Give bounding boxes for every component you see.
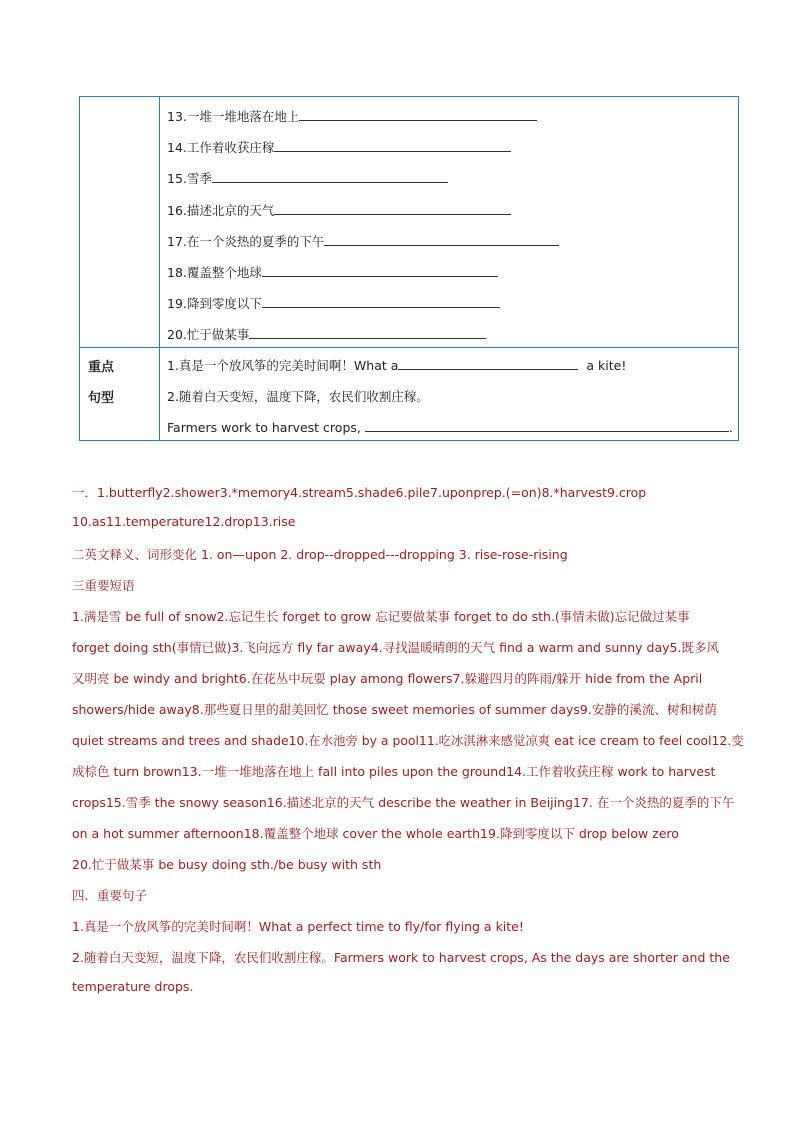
answer-blank[interactable]	[262, 263, 498, 277]
phrase-13: 13.一堆一堆地落在地上	[167, 107, 537, 125]
section-heading: 三重要短语	[72, 578, 135, 593]
answers-line: 一．1.butterfly2.shower3.*memory4.stream5.shade6.pile7.uponprep.(=on)8.*harvest9.crop	[72, 485, 647, 500]
answers-line: 二英文释义、词形变化 1. on—upon 2. drop--dropped---dropping 3. rise-rose-rising	[72, 547, 568, 562]
answers-line: quiet streams and trees and shade10.在水池旁 by a pool11.吃冰淇淋来感觉凉爽 eat ice cream to feel cool12.变	[72, 733, 744, 748]
section-heading: 四．重要句子	[72, 888, 148, 903]
answers-line: 又明亮 be windy and bright6.在花丛中玩耍 play among flowers7.躲避四月的阵雨/躲开 hide from the April	[72, 671, 703, 686]
phrase-18: 18.覆盖整个地球	[167, 263, 498, 281]
key-sentence-1: 1.真是一个放风筝的完美时间啊！What a a kite!	[167, 358, 627, 373]
phrase-14: 14.工作着收获庄稼	[167, 138, 511, 156]
answers-line: 20.忙于做某事 be busy doing sth./be busy with sth	[72, 857, 382, 872]
key-label-1: 重点	[88, 360, 115, 375]
answers-line: 1.满是雪 be full of snow2.忘记生长 forget to grow 忘记要做某事 forget to do sth.(事情未做)忘记做过某事	[72, 609, 690, 624]
key-sentence-2-english: Farmers work to harvest crops, .	[167, 420, 733, 435]
answer-blank[interactable]	[299, 107, 537, 121]
key-label-2: 句型	[88, 391, 115, 406]
phrase-16: 16.描述北京的天气	[167, 201, 511, 219]
answer-blank[interactable]	[262, 294, 500, 308]
answers-line: 10.as11.temperature12.drop13.rise	[72, 514, 296, 529]
answer-blank[interactable]	[274, 138, 511, 152]
answer-blank[interactable]	[249, 325, 486, 339]
answers-line: temperature drops.	[72, 979, 194, 994]
phrase-17: 17.在一个炎热的夏季的下午	[167, 232, 559, 250]
phrase-20: 20.忙于做某事	[167, 325, 486, 343]
key-sentence-2: 2.随着白天变短，温度下降，农民们收割庄稼。	[167, 389, 429, 404]
answers-line: on a hot summer afternoon18.覆盖整个地球 cover the whole earth19.降到零度以下 drop below zero	[72, 826, 679, 841]
phrase-15: 15.雪季	[167, 169, 448, 187]
answer-blank[interactable]	[365, 418, 729, 432]
answer-blank[interactable]	[274, 201, 511, 215]
answers-line: forget doing sth(事情已做)3.飞向远方 fly far away4.寻找温暖晴朗的天气 find a warm and sunny day5.既多风	[72, 640, 719, 655]
worksheet-table	[79, 96, 739, 441]
answer-blank[interactable]	[398, 356, 578, 370]
row-divider	[80, 347, 738, 348]
answers-line: 2.随着白天变短，温度下降，农民们收割庄稼。Farmers work to harvest crops, As the days are shorter and the	[72, 950, 730, 965]
column-divider	[159, 97, 160, 440]
answer-blank[interactable]	[324, 232, 559, 246]
answers-line: 成棕色 turn brown13.一堆一堆地落在地上 fall into piles upon the ground14.工作着收获庄稼 work to harvest	[72, 764, 716, 779]
answers-line: 1.真是一个放风筝的完美时间啊！What a perfect time to fly/for flying a kite!	[72, 919, 524, 934]
phrase-19: 19.降到零度以下	[167, 294, 500, 312]
answer-blank[interactable]	[212, 169, 448, 183]
answers-line: showers/hide away8.那些夏日里的甜美回忆 those sweet memories of summer days9.安静的溪流、树和树荫	[72, 702, 717, 717]
answers-line: crops15.雪季 the snowy season16.描述北京的天气 describe the weather in Beijing17. 在一个炎热的夏季的下午	[72, 795, 735, 810]
